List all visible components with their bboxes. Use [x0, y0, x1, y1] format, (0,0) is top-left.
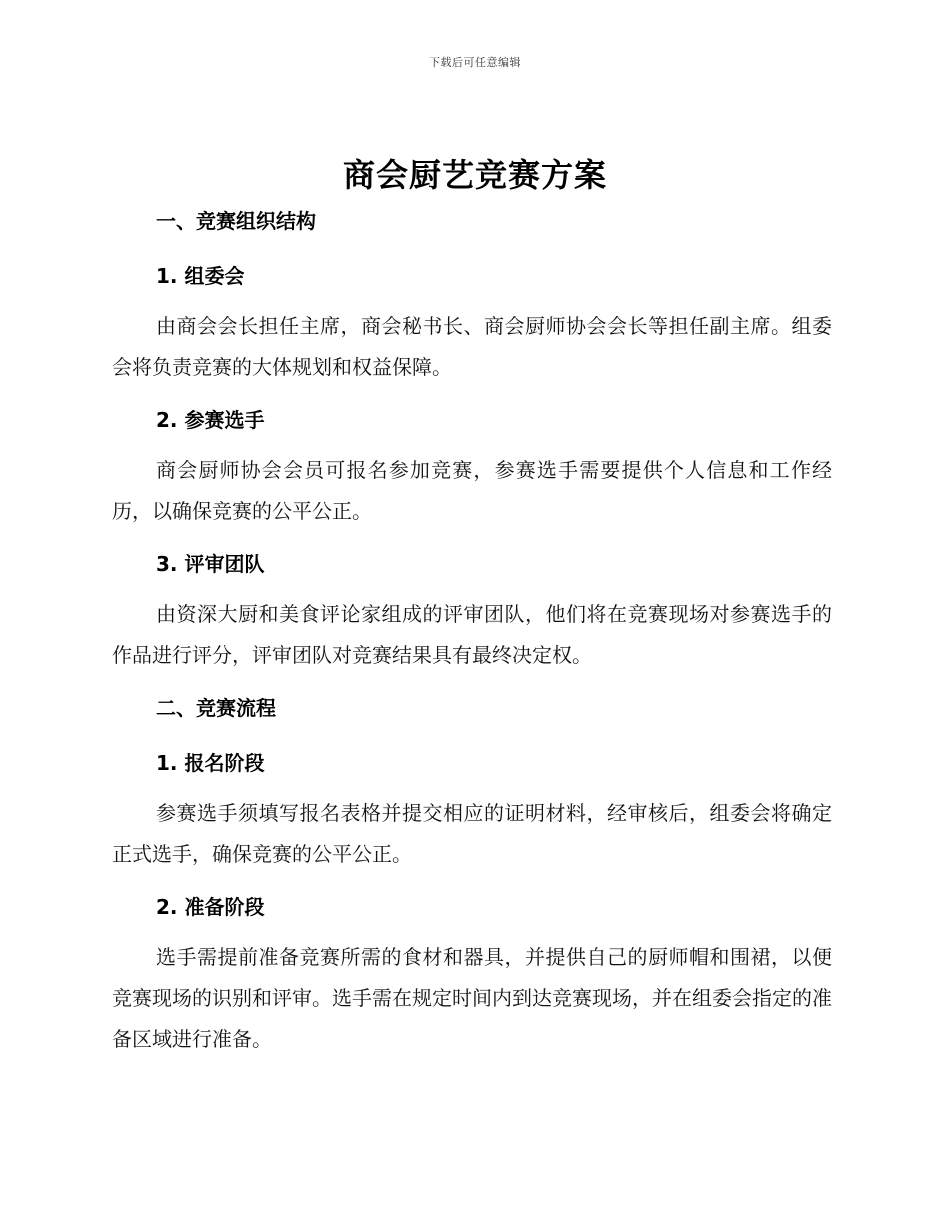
subheading-preparation: 2. 准备阶段 — [156, 895, 265, 919]
subheading-contestants: 2. 参赛选手 — [156, 408, 265, 432]
subheading-registration: 1. 报名阶段 — [156, 751, 265, 775]
subheading-committee: 1. 组委会 — [156, 264, 245, 288]
header-note: 下载后可任意编辑 — [429, 56, 521, 69]
section-heading-organization: 一、竞赛组织结构 — [156, 209, 316, 233]
paragraph-preparation: 选手需提前准备竞赛所需的食材和器具，并提供自己的厨师帽和围裙，以便竞赛现场的识别和评审。选手需在规定时间内到达竞赛现场，并在组委会指定的准备区域进行准备。 — [112, 945, 832, 1051]
document-title: 商会厨艺竞赛方案 — [342, 156, 607, 194]
paragraph-judges: 由资深大厨和美食评论家组成的评审团队，他们将在竞赛现场对参赛选手的作品进行评分，评审团队对竞赛结果具有最终决定权。 — [112, 602, 832, 667]
paragraph-registration: 参赛选手须填写报名表格并提交相应的证明材料，经审核后，组委会将确定正式选手，确保竞赛的公平公正。 — [112, 801, 832, 866]
document-body — [112, 200, 832, 1073]
paragraph-committee: 由商会会长担任主席，商会秘书长、商会厨师协会会长等担任副主席。组委会将负责竞赛的大体规划和权益保障。 — [112, 314, 832, 379]
paragraph-contestants: 商会厨师协会会员可报名参加竞赛，参赛选手需要提供个人信息和工作经历，以确保竞赛的公平公正。 — [112, 458, 832, 523]
subheading-judges: 3. 评审团队 — [156, 552, 265, 576]
section-heading-process: 二、竞赛流程 — [156, 696, 276, 720]
